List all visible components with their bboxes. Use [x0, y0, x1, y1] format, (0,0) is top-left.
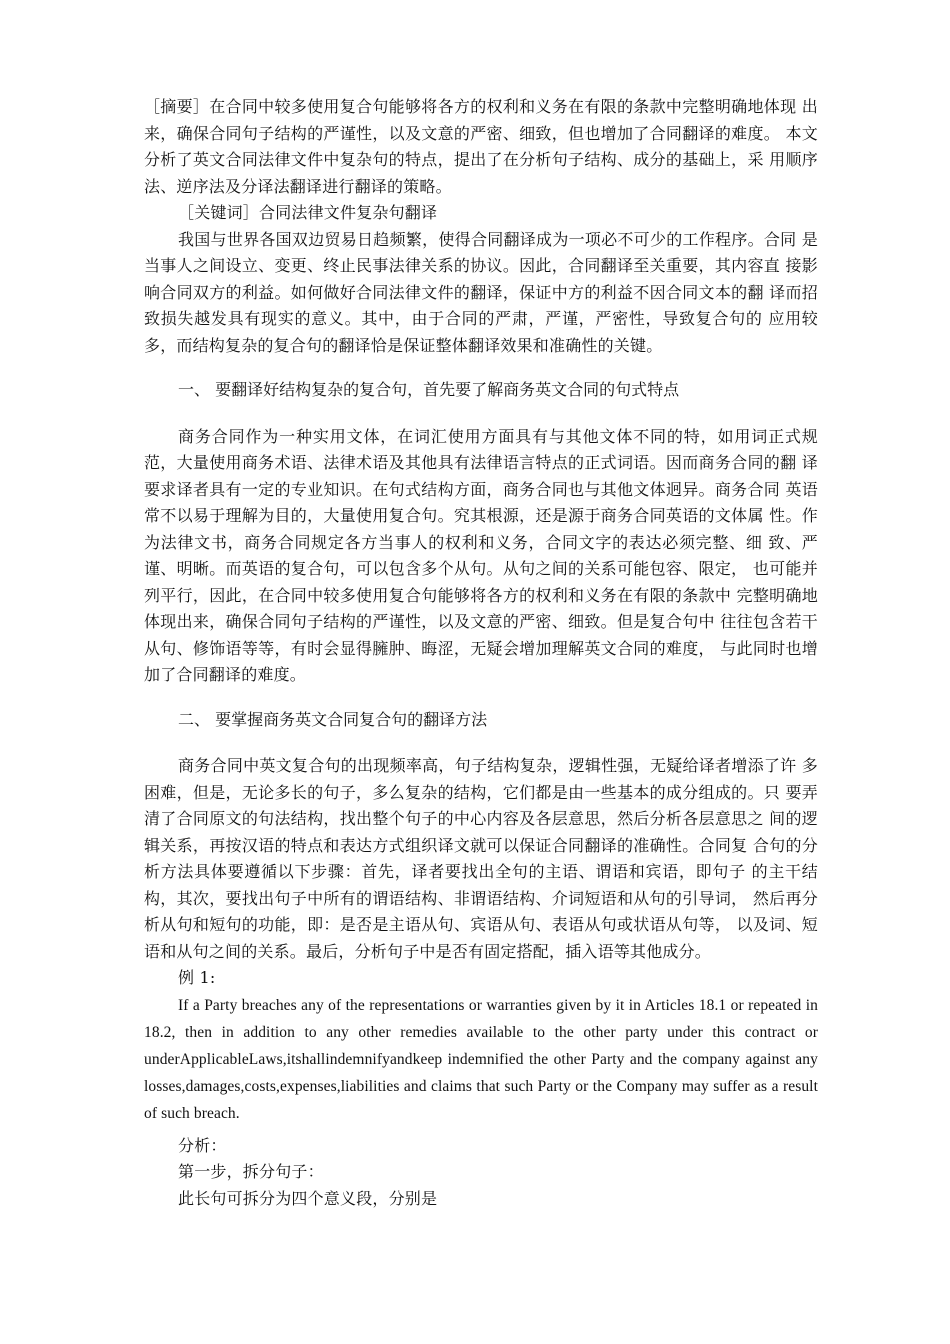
section1-body: 商务合同作为一种实用文体，在词汇使用方面具有与其他文体不同的特，如用词正式规 范，大量使用商务术语、法律术语及其他具有法律语言特点的正式词语。因而商务合同的翻 译要求译者具有一定的专业知识。在句式结构方面，商务合同也与其他文体迥异。商务合同 英语常不以易于理解为目的，大量使用复合句。究其根源，还是源于商务合同英语的文体属 性。作为法律文书，商务合同规定各方当事人的权利和义务，合同文字的表达必须完整、细 致、严谨、明晰。而英语的复合句，可以包含多个从句。从句之间的关系可能包容、限定， 也可能并列平行，因此，在合同中较多使用复合句能够将各方的权利和义务在有限的条款中 完整明确地体现出来，确保合同句子结构的严谨性，以及文意的严密、细致。但是复合句中 往往包含若干从句、修饰语等等，有时会显得臃肿、晦涩，无疑会增加理解英文合同的难度， 与此同时也增加了合同翻译的难度。	[144, 426, 818, 684]
analysis-label: 分析：	[178, 1135, 227, 1155]
analysis-step1: 第一步，拆分句子：	[178, 1162, 324, 1181]
intro-paragraph: 我国与世界各国双边贸易日趋频繁，使得合同翻译成为一项必不可少的工作程序。合同 是当事人之间设立、变更、终止民事法律关系的协议。因此，合同翻译至关重要，其内容直 接影响合同双方的利益。如何做好合同法律文件的翻译，保证中方的利益不因合同文本的翻 译而招致损失越发具有现实的意义。其中，由于合同的严肃，严谨，严密性，导致复合句的 应用较多，而结构复杂的复合句的翻译恰是保证整体翻译效果和准确性的关键。	[144, 229, 818, 355]
section2-body: 商务合同中英文复合句的出现频率高，句子结构复杂，逻辑性强，无疑给译者增添了许 多困难，但是，无论多长的句子，多么复杂的结构，它们都是由一些基本的成分组成的。只 要弄清了合同原文的句法结构，找出整个句子的中心内容及各层意思，然后分析各层意思之 间的逻辑关系，再按汉语的特点和表达方式组织译文就可以保证合同翻译的准确性。合同复 合句的分析方法具体要遵循以下步骤：首先，译者要找出全句的主语、谓语和宾语，即句子 的主干结构，其次，要找出句子中所有的谓语结构、非谓语结构、介词短语和从句的引导词， 然后再分析从句和短句的功能，即：是否是主语从句、宾语从句、表语从句或状语从句等， 以及词、短语和从句之间的关系。最后，分析句子中是否有固定搭配，插入语等其他成分。	[144, 756, 818, 961]
example-english-text: If a Party breaches any of the representations or warranties given by it in Articles 18.1 or repeated in 18.2, then in addition to any other remedies available to the other party under this contract or underApplicableLaws,itshallindemnifyandkeep indemnified the other Party and the company against any losses,damages,costs,expenses,liabilities and claims that such Party or the Company may suffer as a result of such breach.	[144, 996, 818, 1122]
section1-heading: 一、 要翻译好结构复杂的复合句，首先要了解商务英文合同的句式特点	[178, 380, 680, 399]
document-page	[144, 94, 818, 1212]
example-label: 例 1:	[178, 968, 216, 987]
analysis-step1-text: 此长句可拆分为四个意义段，分别是	[178, 1188, 438, 1208]
section2-heading: 二、 要掌握商务英文合同复合句的翻译方法	[178, 709, 488, 729]
keywords-line: ［关键词］合同法律文件复杂句翻译	[178, 203, 438, 222]
abstract-paragraph: ［摘要］在合同中较多使用复合句能够将各方的权利和义务在有限的条款中完整明确地体现 出来，确保合同句子结构的严谨性，以及文意的严密、细致，但也增加了合同翻译的难度。 本文分析了英文合同法律文件中复杂句的特点，提出了在分析句子结构、成分的基础上，采 用顺序法、逆序法及分译法翻译进行翻译的策略。	[144, 97, 818, 196]
